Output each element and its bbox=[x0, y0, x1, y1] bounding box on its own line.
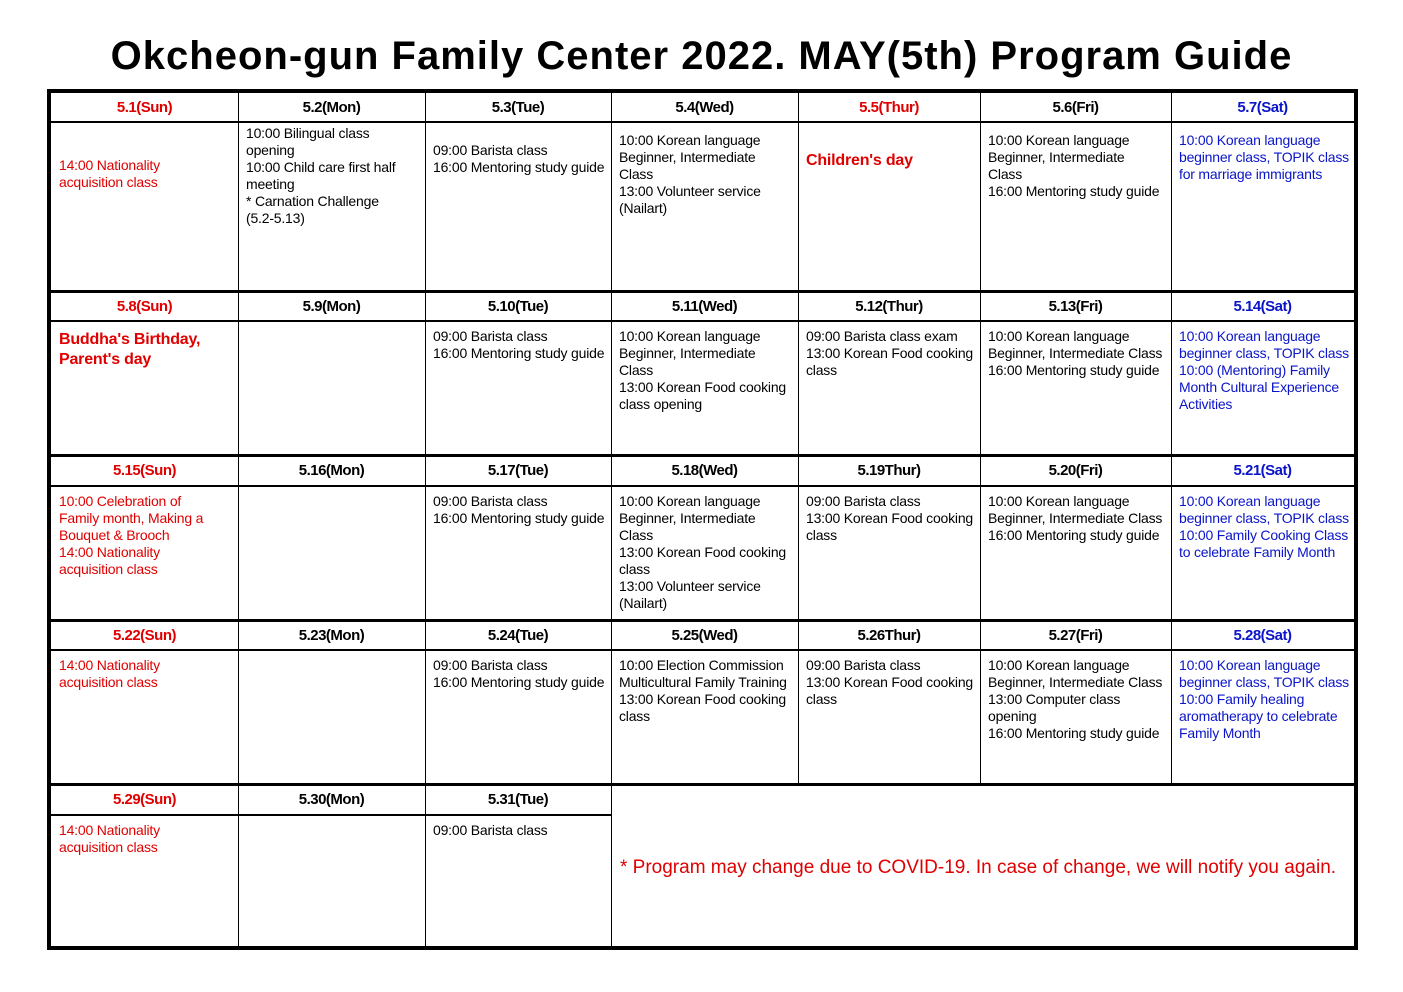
day-header: 5.26Thur) bbox=[857, 627, 921, 644]
day-events: 09:00 Barista class 13:00 Korean Food cooking class bbox=[806, 493, 974, 543]
day-header: 5.8(Sun) bbox=[116, 298, 173, 315]
day-header: 5.19Thur) bbox=[857, 462, 921, 479]
day-header: 5.15(Sun) bbox=[112, 462, 176, 479]
day-header: 5.28(Sat) bbox=[1233, 627, 1292, 644]
day-events: 10:00 Korean language beginner class, TOPIK class for marriage immigrants bbox=[1179, 132, 1349, 182]
column-divider bbox=[980, 621, 981, 785]
day-events: 09:00 Barista class 16:00 Mentoring study guide bbox=[433, 142, 605, 175]
column-divider bbox=[611, 456, 612, 621]
column-divider bbox=[425, 785, 426, 946]
day-events: 14:00 Nationality acquisition class bbox=[59, 657, 160, 690]
day-events: 09:00 Barista class 16:00 Mentoring study guide bbox=[433, 657, 605, 690]
day-events: 10:00 Celebration of Family month, Making a Bouquet & Brooch 14:00 Nationality acquisition class bbox=[59, 493, 204, 577]
day-events: 10:00 Korean language Beginner, Intermediate Class 16:00 Mentoring study guide bbox=[988, 132, 1160, 199]
holiday-label: Buddha's Birthday, Parent's day bbox=[59, 331, 201, 368]
column-divider bbox=[238, 785, 239, 946]
day-header: 5.27(Fri) bbox=[1048, 627, 1103, 644]
day-events: 10:00 Korean language Beginner, Intermediate Class 16:00 Mentoring study guide bbox=[988, 328, 1163, 378]
day-header: 5.24(Tue) bbox=[487, 627, 549, 644]
day-header: 5.3(Tue) bbox=[491, 99, 545, 116]
day-header: 5.25(Wed) bbox=[671, 627, 738, 644]
column-divider bbox=[238, 621, 239, 785]
day-header: 5.31(Tue) bbox=[487, 791, 549, 808]
day-header: 5.23(Mon) bbox=[298, 627, 365, 644]
program-calendar bbox=[47, 89, 1358, 950]
column-divider bbox=[611, 292, 612, 456]
day-events: 10:00 Korean language beginner class, TOPIK class 10:00 (Mentoring) Family Month Cultural Experience Activities bbox=[1179, 328, 1349, 412]
day-events: 10:00 Korean language beginner class, TOPIK class 10:00 Family Cooking Class to celebrate Family Month bbox=[1179, 493, 1349, 560]
day-header: 5.2(Mon) bbox=[302, 99, 361, 116]
column-divider bbox=[425, 621, 426, 785]
day-events: 09:00 Barista class exam 13:00 Korean Food cooking class bbox=[806, 328, 974, 378]
column-divider bbox=[1171, 456, 1172, 621]
column-divider bbox=[611, 621, 612, 785]
day-header: 5.7(Sat) bbox=[1237, 99, 1288, 116]
column-divider bbox=[1171, 292, 1172, 456]
column-divider bbox=[238, 292, 239, 456]
day-events: 09:00 Barista class 16:00 Mentoring study guide bbox=[433, 493, 605, 526]
day-header: 5.16(Mon) bbox=[298, 462, 365, 479]
column-divider bbox=[798, 292, 799, 456]
day-events bbox=[238, 651, 425, 784]
day-events: 09:00 Barista class bbox=[433, 822, 548, 838]
day-events: 10:00 Korean language Beginner, Intermediate Class 13:00 Computer class opening 16:00 Mentoring study guide bbox=[988, 657, 1163, 741]
column-divider bbox=[798, 93, 799, 292]
day-events bbox=[238, 322, 425, 455]
column-divider bbox=[425, 292, 426, 456]
day-events: 10:00 Korean language Beginner, Intermediate Class 16:00 Mentoring study guide bbox=[988, 493, 1163, 543]
day-events: 14:00 Nationality acquisition class bbox=[59, 157, 160, 190]
day-header: 5.12(Thur) bbox=[855, 298, 923, 315]
column-divider bbox=[980, 456, 981, 621]
day-header: 5.10(Tue) bbox=[487, 298, 549, 315]
day-events: 10:00 Korean language beginner class, TOPIK class 10:00 Family healing aromatherapy to celebrate Family Month bbox=[1179, 657, 1349, 741]
day-header: 5.11(Wed) bbox=[671, 298, 738, 315]
day-header: 5.4(Wed) bbox=[675, 99, 734, 116]
day-events: 10:00 Bilingual class opening 10:00 Child care first half meeting * Carnation Challenge (5.2-5.13) bbox=[246, 125, 396, 226]
day-events: 10:00 Election Commission Multicultural Family Training 13:00 Korean Food cooking class bbox=[619, 657, 787, 724]
day-header: 5.13(Fri) bbox=[1048, 298, 1103, 315]
day-header: 5.5(Thur) bbox=[859, 99, 919, 116]
day-header: 5.29(Sun) bbox=[112, 791, 176, 808]
day-header: 5.1(Sun) bbox=[116, 99, 173, 116]
column-divider bbox=[238, 456, 239, 621]
day-events: 10:00 Korean language Beginner, Intermediate Class 13:00 Korean Food cooking class opening bbox=[619, 328, 787, 412]
day-header: 5.17(Tue) bbox=[487, 462, 549, 479]
column-divider bbox=[238, 93, 239, 292]
day-header: 5.30(Mon) bbox=[298, 791, 365, 808]
column-divider bbox=[798, 621, 799, 785]
day-events bbox=[238, 487, 425, 620]
day-events: 09:00 Barista class 16:00 Mentoring study guide bbox=[433, 328, 605, 361]
column-divider bbox=[1171, 93, 1172, 292]
day-events: 14:00 Nationality acquisition class bbox=[59, 822, 160, 855]
day-header: 5.6(Fri) bbox=[1052, 99, 1099, 116]
day-header: 5.14(Sat) bbox=[1233, 298, 1292, 315]
day-header: 5.21(Sat) bbox=[1233, 462, 1292, 479]
column-divider bbox=[611, 785, 612, 946]
day-events: 10:00 Korean language Beginner, Intermediate Class 13:00 Volunteer service (Nailart) bbox=[619, 132, 761, 216]
day-header: 5.18(Wed) bbox=[671, 462, 738, 479]
day-events: 10:00 Korean language Beginner, Intermediate Class 13:00 Korean Food cooking class 13:00 Volunteer service (Nailart) bbox=[619, 493, 787, 611]
column-divider bbox=[980, 93, 981, 292]
column-divider bbox=[980, 292, 981, 456]
covid-notice: * Program may change due to COVID-19. In case of change, we will notify you again. bbox=[620, 857, 1337, 878]
column-divider bbox=[1171, 621, 1172, 785]
day-events: 09:00 Barista class 13:00 Korean Food cooking class bbox=[806, 657, 974, 707]
column-divider bbox=[611, 93, 612, 292]
day-header: 5.22(Sun) bbox=[112, 627, 176, 644]
column-divider bbox=[798, 456, 799, 621]
column-divider bbox=[425, 456, 426, 621]
column-divider bbox=[425, 93, 426, 292]
day-events bbox=[238, 816, 425, 945]
page-title: Okcheon-gun Family Center 2022. MAY(5th) Program Guide bbox=[110, 34, 1293, 78]
day-header: 5.9(Mon) bbox=[302, 298, 361, 315]
day-header: 5.20(Fri) bbox=[1048, 462, 1103, 479]
holiday-label: Children's day bbox=[806, 152, 913, 169]
